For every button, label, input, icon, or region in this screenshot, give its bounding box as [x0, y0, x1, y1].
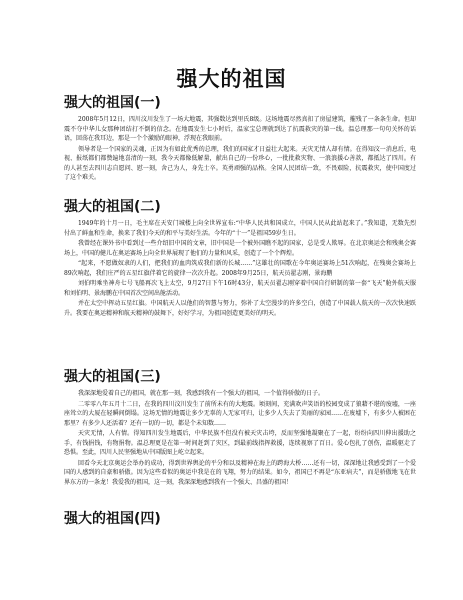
section-heading: 强大的祖国(一) — [64, 95, 161, 111]
paragraph: 我深深地爱着自己的祖国，就在那一刻，我感到我有一个强大的祖国，一个值得骄傲的日子。 — [78, 390, 325, 397]
paragraph: 2008年5月12日，四川汶川发生了一场大地震，其强数达到里氏8级。这场地震尽然真扣了房屋建筑，摧残了一条条生命。但却震不夺中华儿女那种团结打不倒的信念。在地震发生七小时后，温家宝总理就到达了抗震救灾的第一线。温总理那一句句关怀的话语，回荡在我耳边，那是一个个激励的眼神，浮现在我眼前。 — [64, 116, 416, 142]
section-3 — [64, 368, 416, 488]
paragraph: “起来，不愿做奴隶的人们，把我们的血肉筑成我们新的长城……”这雄壮的国歌在今年奥运赛场上51次响起，在残奥会赛场上89次响起，我们庄严的五星红旗伴着它的旋律一次次升起。2008年9月25日，航天员翟志刚，景海鹏 — [64, 260, 416, 277]
paragraph: 二零零八年五月十二日，在我的四川汶川发生了前所未有的大地震。顷刻间，充满欢声笑语的校园变成了狼藉不堪的废墟，一座座耸立的大厦在轻瞬间倒塌。这场无情的地震让多少无辜的人无家可归，让多少人失去了美丽的家园……在废墟下，有多少人被困在那里？有多少人还活着？还有一切的一切，都是个未知数…… — [64, 400, 416, 427]
paragraph: 我曾经在课外书中看到过一些介绍旧中国的文章，旧中国是一个被外国瞧不起的国家，总是受人欺辱。在北京奥运会和残奥会赛场上，中国的健儿在奥运赛场上向全世界展现了他们的力量和风采，创造了一个个辉煌。 — [64, 240, 416, 257]
section-1 — [64, 94, 416, 184]
paragraph: 1949年的十月一日，毛主席在天安门城楼上向全世界宣布:“中华人民共和国成立，中国人民从此站起来了。”我知道，无数先烈付出了鲜血和生命，换来了我们今天的和平与美好生活。今年的“十一”是祖国59岁生日。 — [64, 220, 416, 237]
document-title: 强大的祖国 — [176, 66, 287, 91]
section-heading: 强大的祖国(二) — [64, 199, 161, 215]
paragraph: 并在太空中挥动五星红旗。中国航天人以他们的智慧与努力，弥补了太空漫步的许多空白，创造了中国载人航天的一次次快速跃升。我要在奥运精神和航天精神的鼓舞下，好好学习，为祖国创造更美好的明天。 — [64, 300, 416, 317]
section-2 — [64, 198, 416, 319]
section-4 — [64, 510, 416, 531]
paragraph: 回看今天北京奥运会举办的成功，得到世界舆论的平分和以及精神在海上的跨海大桥……还有一切，深深地让我感受到了一个爱国的人感到的自豪和骄傲。因为这些看似的奥运中我是在的飞翔，努力的结果。如今，祖国已不再是“东亚病夫”，而是骄傲地飞在世界东方的一条龙！我爱我的祖国，这一刻，我深深地感到我有一个强大、昌盛的祖国！ — [64, 459, 416, 486]
section-heading: 强大的祖国(三) — [64, 369, 161, 385]
section-heading: 强大的祖国(四) — [64, 511, 161, 527]
paragraph: 刘伯明乘坐神舟七号飞船再次飞上太空，9月27日下午16时43分，航天员翟志刚穿着中国自行研制的第一套“飞天”舱外航天服和刘伯明、景海鹏在中国首次空间出舱活动。 — [64, 280, 416, 297]
paragraph: 领导者是一个国家的灵魂，正因为有如此优秀的总理，我们的国家才日益壮大起来。天灾无情人却有情。在得知汶一消息后，电视、报纸都们都赞遍地喜清的一刻，我今天都像低解量，献出自己的一份珍心，一批批救灾物、一浪浪援心善款，都抵达了四川。有的人甚至去四川志自愿问、慰一刻，舍己为人，身先士卒。英勇顽强的品格。全国人民团结一致，不畏艰险，抗震救灾，使中国度过了这个难关。 — [64, 145, 416, 181]
paragraph: 天灾无情，人有情。得知四川发生地震后，中华民族不但没有被天灾击垮，反而坚强地凝聚在了一起，纷纷向四川伸出援助之手，有钱捐钱，有物捐物。温总理更是在第一时间赶到了灾区，到最前线指挥救援，连续视察了百日。爱心包扎了创伤，温暖驱走了恐惧。至此，四川人民坚强地从中国版图上屹立起来。 — [64, 430, 416, 456]
